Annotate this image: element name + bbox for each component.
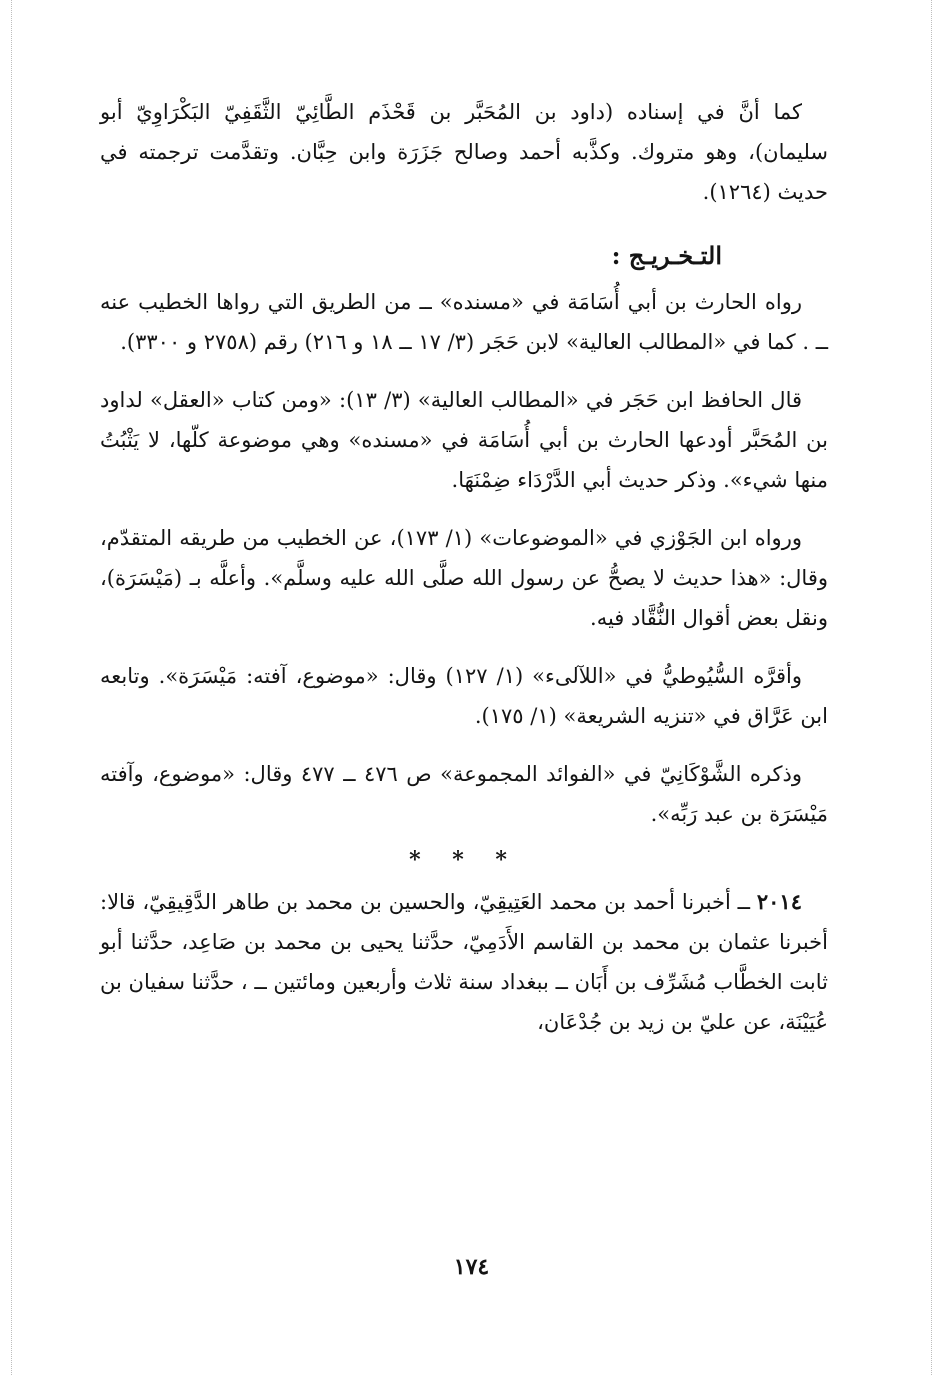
takhrij-paragraph-3: ورواه ابن الجَوْزي في «الموضوعات» (١/ ١٧٣)، عن الخطيب من طريقه المتقدّم، وقال: «هذا حديث لا يصحُّ عن رسول الله صلَّى الله عليه وسلَّم». وأعلَّه بـ (مَيْسَرَة)، ونقل بعض أقوال النُّقَّاد فيه. [100,526,828,630]
hadith-paragraph [100,882,828,1042]
takhrij-paragraph-5: وذكره الشَّوْكَانِيّ في «الفوائد المجموعة» ص ٤٧٦ ــ ٤٧٧ وقال: «موضوع، وآفته مَيْسَرَة بن عبد رَبِّه». [100,762,828,826]
page-number: ١٧٤ [453,1254,490,1280]
page-body [100,92,828,1042]
takhrij-paragraph-2: قال الحافظ ابن حَجَر في «المطالب العالية» (٣/ ١٣): «ومن كتاب «العقل» لداود بن المُحَبَّر أودعها الحارث بن أبي أُسَامَة في «مسنده» وهي موضوعة كلّها، لا يَثْبُتُ منها شيء». وذكر حديث أبي الدَّرْدَاء ضِمْنَهَا. [100,388,828,492]
margin-guide-right [931,0,932,1375]
takhrij-paragraph-4: وأقرَّه السُّيُوطيُّ في «اللآلىء» (١/ ١٢٧) وقال: «موضوع، آفته: مَيْسَرَة». وتابعه ابن عَرَّاق في «تنزيه الشريعة» (١/ ١٧٥). [100,664,828,728]
hadith-text: ــ أخبرنا أحمد بن محمد العَتِيقِيّ، والحسين بن محمد بن طاهر الدَّقِيقِيّ، قالا: أخبرنا عثمان بن محمد بن القاسم الأَدَمِيّ، حدَّثنا يحيى بن محمد بن صَاعِد، حدَّثنا أبو ثابت الخطَّاب مُشَرِّف بن أَبَان ــ ببغداد سنة ثلاث وأربعين ومائتين ــ ، حدَّثنا سفيان بن عُيَيْنَة، عن عليّ بن زيد بن جُدْعَان، [100,890,828,1034]
takhrij-paragraph-1: رواه الحارث بن أبي أُسَامَة في «مسنده» ــ من الطريق التي رواها الخطيب عنه ــ . كما في «المطالب العالية» لابن حَجَر (٣/ ١٧ ــ ١٨ و ٢١٦) رقم (٢٧٥٨ و ٣٣٠٠). [100,290,828,354]
intro-paragraph: كما أنَّ في إسناده (داود بن المُحَبَّر بن قَحْذَم الطَّائِيّ الثَّقَفِيّ البَكْرَاوِيّ أبو سليمان)، وهو متروك. وكذَّبه أحمد وصالح جَزَرَة وابن حِبَّان. وتقدَّمت ترجمته في حديث (١٢٦٤). [100,100,828,204]
hadith-number: ٢٠١٤ [756,889,802,914]
takhrij-heading: التـخـريـج : [611,241,722,270]
margin-guide-left [11,0,12,1375]
section-separator: * * * [409,847,519,873]
